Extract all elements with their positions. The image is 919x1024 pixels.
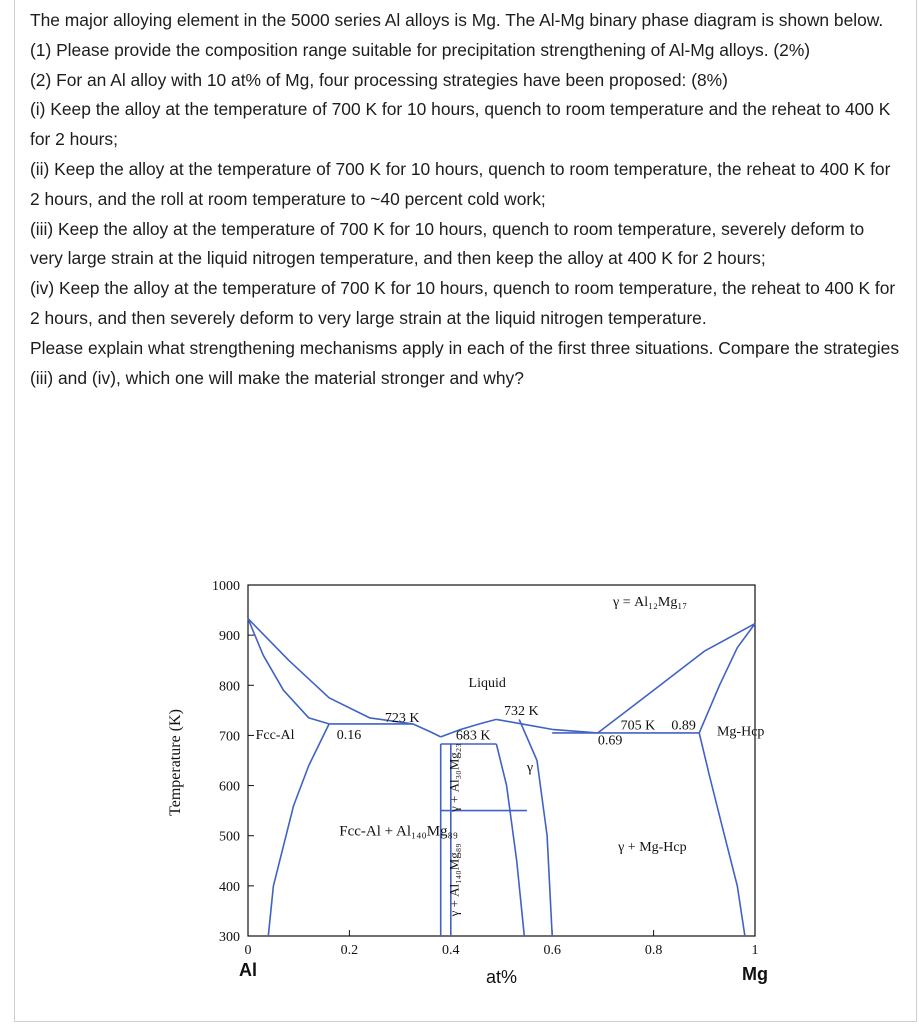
question-text bbox=[30, 6, 900, 393]
x-axis-label: at% bbox=[485, 967, 518, 987]
x-tick-label: 1 bbox=[751, 943, 759, 958]
phase-boundary-solvus-fcc bbox=[268, 724, 329, 936]
annotation: 0.69 bbox=[597, 733, 623, 749]
x-tick-label: 0.8 bbox=[644, 943, 663, 958]
strategy-iii: (iii) Keep the alloy at the temperature of 700 K for 10 hours, quench to room temperature, severely deform to very large strain at the liquid nitrogen temperature, and then keep the alloy at 400 K for 2 hours; bbox=[30, 218, 865, 269]
phase-boundary-solidus-mg bbox=[699, 624, 755, 733]
phase-diagram-chart bbox=[0, 560, 919, 1010]
y-tick-label: 400 bbox=[219, 879, 240, 895]
vertical-phase-label: γ + Al₁₄₀Mg₈₉ bbox=[446, 843, 462, 917]
y-tick-label: 900 bbox=[219, 629, 240, 645]
annotation: 683 K bbox=[455, 728, 491, 744]
y-tick-label: 800 bbox=[219, 679, 240, 695]
phase-boundary-liquidus-gamma-right bbox=[496, 719, 597, 733]
phase-boundary-gamma-left bbox=[496, 744, 524, 936]
y-tick-label: 500 bbox=[219, 829, 240, 845]
annotation: 705 K bbox=[620, 718, 656, 734]
plot-border bbox=[248, 585, 755, 936]
x-tick-label: 0.6 bbox=[543, 943, 561, 958]
annotation: 0.89 bbox=[671, 718, 696, 734]
strategy-iv: (iv) Keep the alloy at the temperature of 700 K for 10 hours, quench to room temperature, the reheat to 400 K for 2 hours, and then severely deform to very large strain at the liquid nitrogen temperature. bbox=[30, 278, 896, 328]
annotation: Mg-Hcp bbox=[716, 724, 765, 740]
annotation: 723 K bbox=[384, 710, 420, 726]
annotation: 732 K bbox=[504, 703, 539, 719]
question-2: (2) For an Al alloy with 10 at% of Mg, four processing strategies have been proposed: (8%) bbox=[30, 69, 728, 90]
phase-boundary-solidus-fcc bbox=[248, 619, 329, 724]
y-axis-label: Temperature (K) bbox=[167, 709, 184, 816]
phase-boundary-solvus-mg bbox=[699, 733, 745, 936]
y-tick-label: 1000 bbox=[212, 579, 240, 594]
y-tick-label: 300 bbox=[219, 930, 240, 945]
y-tick-label: 700 bbox=[219, 729, 240, 745]
annotation: γ = Al₁₂Mg₁₇ bbox=[613, 595, 688, 611]
vertical-phase-label: γ + Al₃₀Mg₂₃ bbox=[446, 743, 462, 812]
final-question: Please explain what strengthening mechanisms apply in each of the first three situations. Compare the strategies (iii) and (iv), which one will make the material stronger and why? bbox=[30, 337, 900, 388]
annotation: Fcc-Al bbox=[255, 727, 295, 743]
question-1: (1) Please provide the composition range suitable for precipitation strengthening of Al-Mg alloys. (2%) bbox=[30, 39, 811, 60]
annotation: γ + Mg-Hcp bbox=[618, 839, 687, 855]
annotation: γ bbox=[526, 760, 534, 776]
x-end-label-al: Al bbox=[239, 960, 257, 980]
annotation: Liquid bbox=[468, 675, 506, 691]
x-tick-label: 0.4 bbox=[442, 943, 460, 958]
x-end-label-mg: Mg bbox=[742, 964, 768, 984]
intro-paragraph: The major alloying element in the 5000 series Al alloys is Mg. The Al-Mg binary phase diagram is shown below. bbox=[30, 10, 884, 30]
strategy-ii: (ii) Keep the alloy at the temperature of 700 K for 10 hours, quench to room temperature, the reheat to 400 K for 2 hours, and the roll at room temperature to ~40 percent cold work; bbox=[30, 158, 891, 209]
x-tick-label: 0 bbox=[244, 943, 252, 958]
phase-region-label: Fcc-Al + Al₁₄₀Mg₈₉ bbox=[339, 823, 459, 840]
annotation: 0.16 bbox=[336, 727, 362, 743]
strategy-i: (i) Keep the alloy at the temperature of 700 K for 10 hours, quench to room temperature and the reheat to 400 K for 2 hours; bbox=[30, 99, 891, 150]
y-tick-label: 600 bbox=[219, 779, 240, 795]
phase-boundary-liquidus-mg bbox=[598, 624, 755, 733]
x-tick-label: 0.2 bbox=[340, 943, 359, 958]
phase-boundary-gamma-right bbox=[519, 719, 552, 936]
